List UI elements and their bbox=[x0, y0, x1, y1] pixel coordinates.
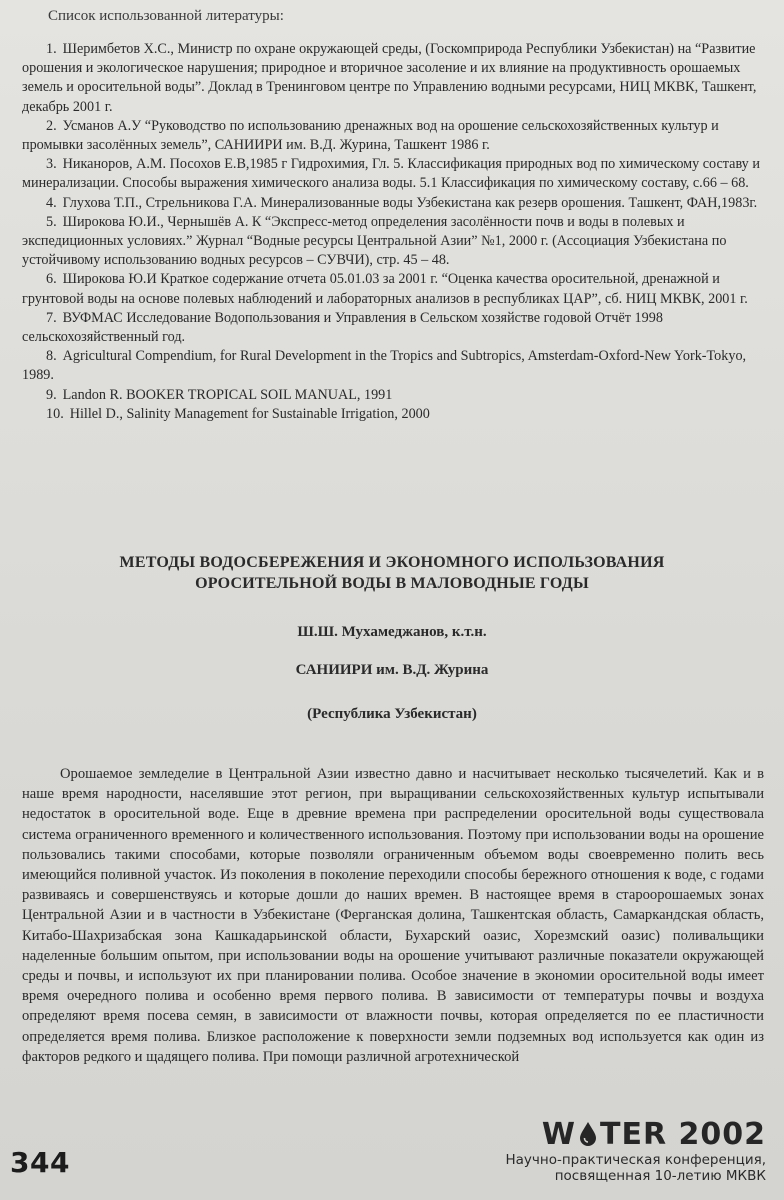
logo-wordmark bbox=[505, 1118, 766, 1152]
reference-number: 3. bbox=[46, 156, 57, 173]
reference-item bbox=[22, 386, 764, 405]
reference-item bbox=[22, 155, 764, 193]
logo-text: TER 2002 bbox=[600, 1117, 766, 1152]
logo-letter: W bbox=[541, 1117, 576, 1152]
reference-text: Никаноров, А.М. Посохов Е.В,1985 г Гидрохимия, Гл. 5. Классификация природных вод по химическому составу и минерализации. Способы выражения химического анализа воды. 5.1 Классификация по химическому составу, с.66 – 68. bbox=[22, 156, 760, 192]
reference-number: 1. bbox=[46, 41, 57, 57]
references-heading: Список использованной литературы: bbox=[48, 8, 284, 24]
article-body: Орошаемое земледелие в Центральной Азии известно давно и насчитывает несколько тысячелетий. Как и в наше время народности, населявшие этот регион, при выращивании сельскохозяйственных культур испытывали недостаток в оросительной воде. Еще в древние времена при распределении оросительной воды существовала система ограниченного временного и количественного использования. Поэтому при использовании воды на орошение пользовались такими способами, которые позволяли ограниченным объемом воды своевременно полить весь имеющийся поливной участок. Из поколения в поколение переходили способы бережного отношения к воде, с годами развиваясь и совершенствуясь и которые дошли до наших времен. В настоящее время в староорошаемых зонах Центральной Азии и в частности в Узбекистане (Ферганская долина, Ташкентская область, Самаркандская область, Китабо-Шахризабская зона Кашкадарьинской области, Бухарский оазис, Хорезмский оазис) поливальщики наделенные большим опытом, при использовании воды на орошение учитывают различные показатели окружающей среды и почвы, и используют их при планировании полива. Особое значение в экономии оросительной воды имеет время очередного полива и особенно время первого полива. В зависимости от температуры почвы и воздуха определяют время посева семян, в зависимости от влажности почвы, которая определяется по ее пластичности определяется время полива. Близкое расположение к поверхности земли подземных вод используется как один из факторов редкого и щадящего полива. При помощи различной агротехнической bbox=[22, 766, 764, 1065]
reference-item bbox=[22, 270, 764, 308]
reference-item bbox=[22, 213, 764, 271]
references-list bbox=[22, 40, 764, 424]
article-title: МЕТОДЫ ВОДОСБЕРЕЖЕНИЯ И ЭКОНОМНОГО ИСПОЛЬЗОВАНИЯ ОРОСИТЕЛЬНОЙ ВОДЫ В МАЛОВОДНЫЕ ГОДЫ bbox=[119, 554, 665, 592]
reference-text: Широкова Ю.И Краткое содержание отчета 05.01.03 за 2001 г. “Оценка качества оросительной, дренажной и грунтовой воды на основе полевых наблюдений и лабораторных анализов в республиках ЦАР”, сб. НИЦ МКВК, 2001 г. bbox=[22, 271, 748, 307]
logo-subtitle-line1: Научно-практическая конференция, bbox=[505, 1152, 766, 1168]
reference-text: Глухова Т.П., Стрельникова Г.А. Минерализованные воды Узбекистана как резерв орошения. Ташкент, ФАН,1983г. bbox=[62, 194, 758, 211]
reference-item bbox=[22, 40, 764, 117]
reference-number: 5. bbox=[46, 213, 57, 230]
logo-subtitle-line2: посвященная 10-летию МКВК bbox=[554, 1168, 766, 1184]
reference-number: 7. bbox=[46, 309, 57, 326]
article-organization: САНИИРИ им. В.Д. Журина bbox=[295, 662, 489, 678]
reference-item bbox=[22, 309, 764, 347]
reference-item bbox=[22, 347, 764, 385]
water-drop-icon bbox=[578, 1121, 598, 1147]
page-number: 344 bbox=[10, 1146, 70, 1179]
reference-item bbox=[22, 194, 764, 213]
article-author: Ш.Ш. Мухамеджанов, к.т.н. bbox=[297, 624, 487, 640]
reference-number: 4. bbox=[46, 194, 57, 211]
reference-text: Hillel D., Salinity Management for Sustainable Irrigation, 2000 bbox=[69, 405, 430, 422]
reference-number: 9. bbox=[46, 386, 57, 403]
conference-logo bbox=[505, 1118, 766, 1184]
reference-number: 6. bbox=[46, 271, 57, 288]
reference-text: Широкова Ю.И., Чернышёв А. К “Экспресс-метод определения засолённости почв и воды в полевых и экспедиционных условиях.” Журнал “Водные ресурсы Центральной Азии” №1, 2000 г. (Ассоциация Узбекистана по устойчивому использованию водных ресурсов – СУВЧИ), стр. 45 – 48. bbox=[22, 213, 727, 269]
article-country: (Республика Узбекистан) bbox=[307, 706, 477, 722]
reference-text: Landon R. BOOKER TROPICAL SOIL MANUAL, 1991 bbox=[62, 386, 393, 403]
reference-text: Agricultural Compendium, for Rural Development in the Tropics and Subtropics, Amsterdam-Oxford-New York-Tokyo, 1989. bbox=[22, 348, 747, 384]
reference-item bbox=[22, 117, 764, 155]
reference-text: Шеримбетов Х.С., Министр по охране окружающей среды, (Госкомприрода Республики Узбекистан) на “Развитие орошения и экологическое нарушения; природное и вторичное засоление и их влияние на продуктивность орошаемых земель и оросительной воды”. Доклад в Тренинговом центре по Управлению водными ресурсами, НИЦ МКВК, Ташкент, декабрь 2001 г. bbox=[22, 41, 757, 115]
reference-number: 10. bbox=[46, 405, 64, 422]
reference-text: ВУФМАС Исследование Водопользования и Управления в Сельском хозяйстве годовой Отчёт 1998 сельскохозяйственный год. bbox=[22, 309, 663, 346]
reference-number: 8. bbox=[46, 348, 57, 365]
reference-item bbox=[22, 405, 764, 424]
reference-number: 2. bbox=[46, 117, 57, 134]
reference-text: Усманов А.У “Руководство по использованию дренажных вод на орошение сельскохозяйственных культур и промывки засолённых земель”, САНИИРИ им. В.Д. Журина, Ташкент 1986 г. bbox=[22, 117, 719, 154]
